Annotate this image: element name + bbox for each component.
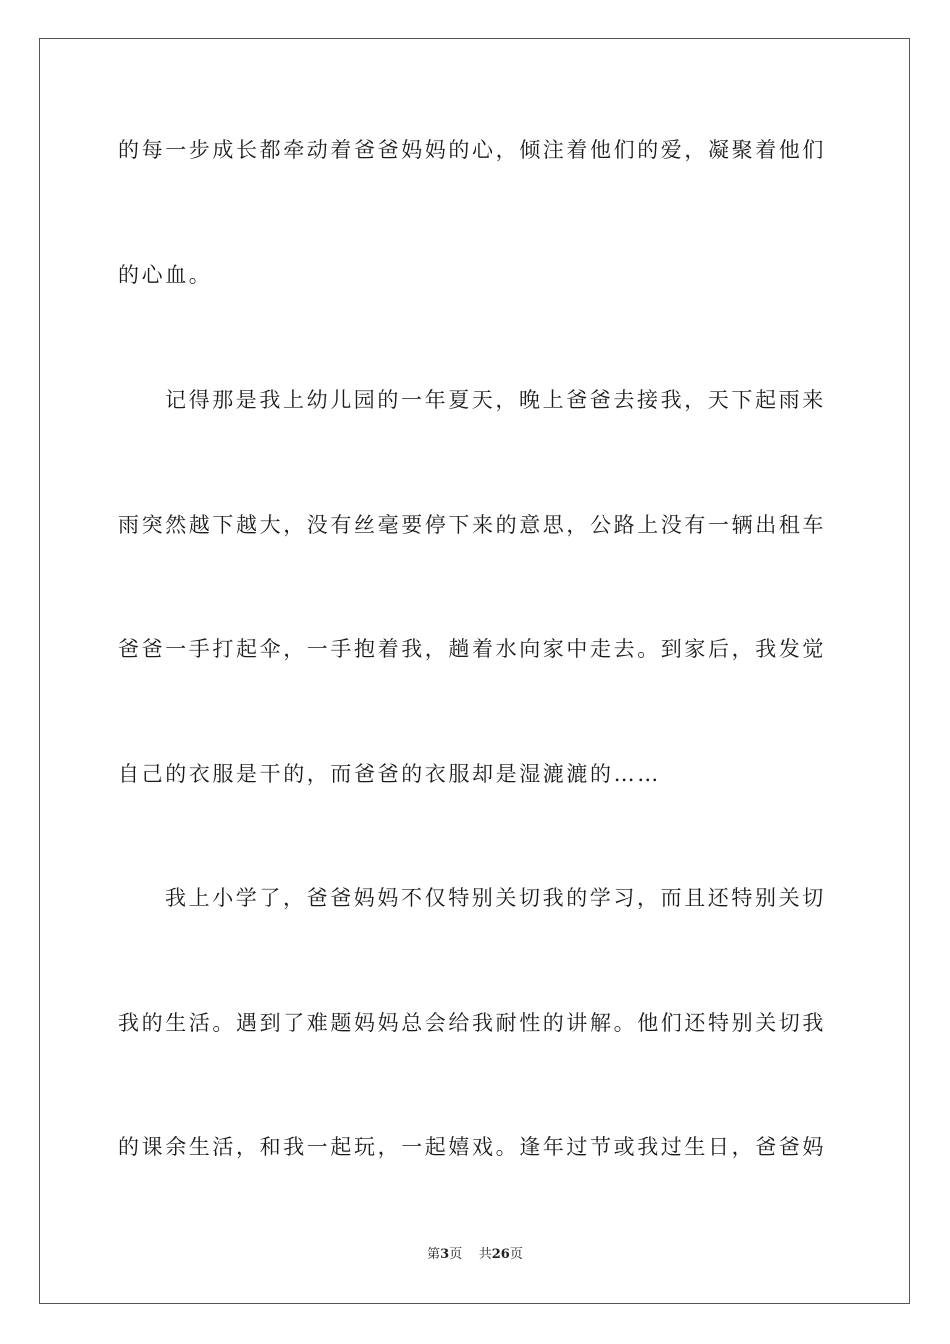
text-line: 的每一步成长都牵动着爸爸妈妈的心，倾注着他们的爱，凝聚着他们 bbox=[118, 138, 826, 162]
paragraph-first-line: 记得那是我上幼儿园的一年夏天，晚上爸爸去接我，天下起雨来 bbox=[165, 388, 826, 412]
page-label-prefix: 第 bbox=[427, 1247, 441, 1262]
text-line: 的心血。 bbox=[118, 263, 213, 287]
paragraph-first-line: 我上小学了，爸爸妈妈不仅特别关切我的学习，而且还特别关切 bbox=[165, 886, 826, 910]
page-label-suffix: 页 bbox=[449, 1247, 463, 1262]
total-pages-number: 26 bbox=[491, 1247, 510, 1262]
text-line: 爸爸一手打起伞，一手抱着我，趟着水向家中走去。到家后，我发觉 bbox=[118, 637, 826, 661]
total-label-suffix: 页 bbox=[509, 1247, 523, 1262]
text-line: 的课余生活，和我一起玩，一起嬉戏。逢年过节或我过生日，爸爸妈 bbox=[118, 1135, 826, 1159]
text-line: 我的生活。遇到了难题妈妈总会给我耐性的讲解。他们还特别关切我 bbox=[118, 1011, 826, 1035]
text-line: 雨突然越下越大，没有丝毫要停下来的意思，公路上没有一辆出租车 bbox=[118, 513, 826, 537]
total-label-prefix: 共 bbox=[478, 1247, 492, 1262]
page-border bbox=[39, 38, 910, 1304]
page-footer bbox=[0, 1246, 950, 1264]
text-line: 自己的衣服是干的，而爸爸的衣服却是湿漉漉的…… bbox=[118, 762, 661, 786]
current-page-number: 3 bbox=[440, 1247, 450, 1262]
